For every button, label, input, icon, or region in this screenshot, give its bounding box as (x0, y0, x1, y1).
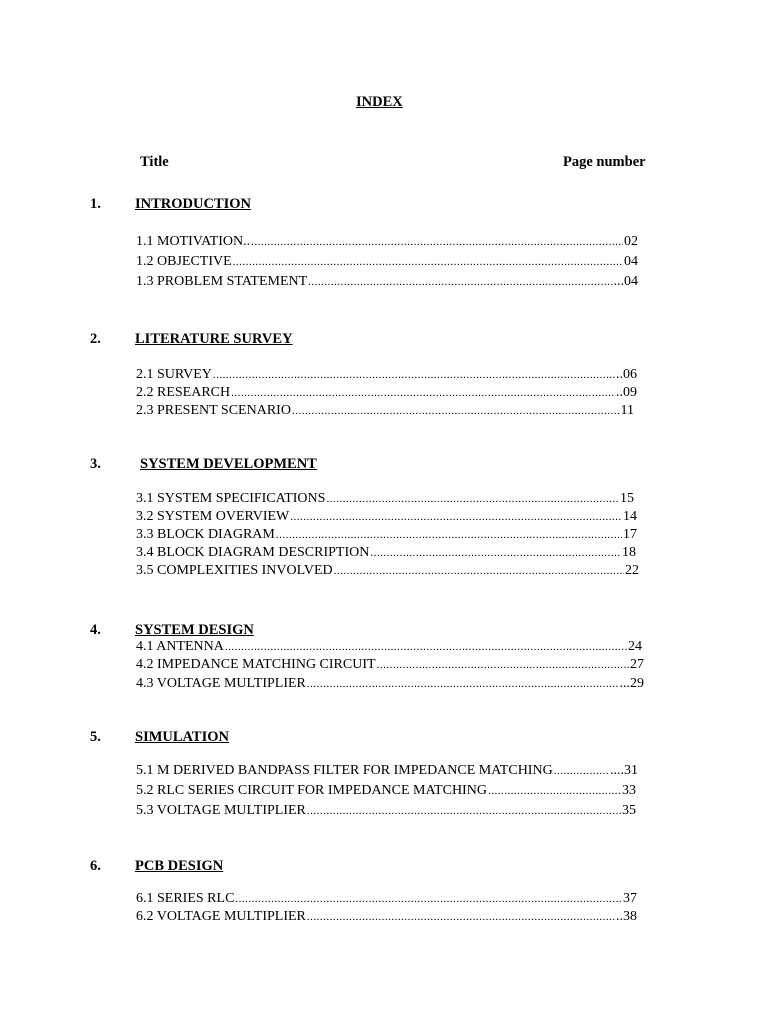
toc-entry-page: 15 (620, 491, 634, 506)
toc-entry-page: ...04 (613, 274, 638, 289)
toc-entry-label: 5.1 M DERIVED BANDPASS FILTER FOR IMPEDANCE MATCHING (136, 763, 553, 778)
toc-entry (136, 233, 638, 251)
toc-entry (136, 638, 642, 656)
toc-entry-label: 2.1 SURVEY (136, 367, 212, 382)
dot-leader (213, 366, 615, 384)
section-number: 2. (90, 331, 101, 347)
dot-leader (251, 233, 623, 251)
section-number: 3. (90, 456, 101, 472)
toc-entry-page: ...29 (619, 676, 644, 691)
dot-leader (307, 908, 615, 926)
toc-entry-label: 3.2 SYSTEM OVERVIEW (136, 509, 290, 524)
section-title: SYSTEM DESIGN (135, 622, 254, 638)
dot-leader (231, 384, 615, 402)
section-title: LITERATURE SURVEY (135, 331, 293, 347)
toc-entry-label: 5.2 RLC SERIES CIRCUIT FOR IMPEDANCE MATCHING (136, 783, 487, 798)
toc-entry-label: 4.2 IMPEDANCE MATCHING CIRCUIT (136, 657, 376, 672)
toc-entry-page: 14 (623, 509, 637, 524)
toc-entry (136, 273, 638, 291)
toc-entry-label: 3.3 BLOCK DIAGRAM (136, 527, 275, 542)
toc-entry (136, 656, 644, 674)
toc-entry-label: 2.2 RESEARCH (136, 385, 231, 400)
toc-entry-page: 17 (623, 527, 637, 542)
toc-entry-page: ..09 (616, 385, 637, 400)
toc-entry (136, 490, 634, 508)
toc-entry (136, 908, 637, 926)
dot-leader (488, 782, 621, 800)
dot-leader (225, 638, 627, 656)
dot-leader (292, 402, 620, 420)
page-title: INDEX (356, 94, 403, 110)
section-number: 4. (90, 622, 101, 638)
toc-entry-page: 18 (622, 545, 636, 560)
toc-entry (136, 675, 644, 693)
section-title: PCB DESIGN (135, 858, 224, 874)
dot-leader (233, 253, 623, 271)
section-title: INTRODUCTION (135, 196, 252, 212)
toc-entry-page: 33 (622, 783, 636, 798)
toc-entry-page: 35 (622, 803, 636, 818)
toc-entry (136, 782, 636, 800)
toc-entry-label: 1.2 OBJECTIVE (136, 254, 232, 269)
dot-leader (307, 675, 619, 693)
column-header-title: Title (140, 154, 169, 170)
toc-entry-page: ..06 (616, 367, 637, 382)
section-title: SYSTEM DEVELOPMENT (140, 456, 317, 472)
toc-entry-label: 2.3 PRESENT SCENARIO (136, 403, 291, 418)
dot-leader (370, 544, 621, 562)
column-header-page-number: Page number (563, 154, 646, 170)
toc-entry-label: 4.3 VOLTAGE MULTIPLIER (136, 676, 306, 691)
dot-leader (334, 562, 624, 580)
dot-leader (308, 273, 612, 291)
dot-leader (235, 890, 622, 908)
toc-entry-page: 04 (624, 254, 638, 269)
toc-entry (136, 890, 637, 908)
toc-entry (136, 526, 637, 544)
toc-entry-page: ....31 (610, 763, 638, 778)
toc-entry (136, 366, 637, 384)
toc-entry-page: 37 (623, 891, 637, 906)
dot-leader (377, 656, 629, 674)
toc-entry-page: 11 (620, 403, 634, 418)
section-number: 5. (90, 729, 101, 745)
toc-entry-page: 02 (624, 234, 638, 249)
toc-entry (136, 253, 638, 271)
toc-entry (136, 762, 638, 780)
dot-leader (554, 762, 609, 780)
toc-entry-label: 3.1 SYSTEM SPECIFICATIONS (136, 491, 326, 506)
toc-entry (136, 508, 637, 526)
toc-entry (136, 402, 634, 420)
dot-leader (276, 526, 622, 544)
toc-entry-label: 3.5 COMPLEXITIES INVOLVED (136, 563, 333, 578)
dot-leader (326, 490, 619, 508)
toc-entry-page: 27 (630, 657, 644, 672)
toc-entry-page: ..38 (616, 909, 637, 924)
toc-entry (136, 544, 636, 562)
toc-entry (136, 384, 637, 402)
toc-entry-label: 1.1 MOTIVATION.. (136, 234, 251, 249)
toc-entry-label: 5.3 VOLTAGE MULTIPLIER (136, 803, 306, 818)
toc-entry (136, 562, 639, 580)
toc-entry-label: 6.2 VOLTAGE MULTIPLIER (136, 909, 306, 924)
toc-entry-label: 4.1 ANTENNA (136, 639, 224, 654)
toc-entry-page: 24 (628, 639, 642, 654)
toc-entry-label: 3.4 BLOCK DIAGRAM DESCRIPTION (136, 545, 370, 560)
toc-entry-page: 22 (625, 563, 639, 578)
dot-leader (290, 508, 622, 526)
section-number: 1. (90, 196, 101, 212)
toc-entry (136, 802, 636, 820)
section-number: 6. (90, 858, 101, 874)
toc-entry-label: 6.1 SERIES RLC (136, 891, 235, 906)
dot-leader (307, 802, 621, 820)
toc-entry-label: 1.3 PROBLEM STATEMENT (136, 274, 308, 289)
section-title: SIMULATION (135, 729, 229, 745)
